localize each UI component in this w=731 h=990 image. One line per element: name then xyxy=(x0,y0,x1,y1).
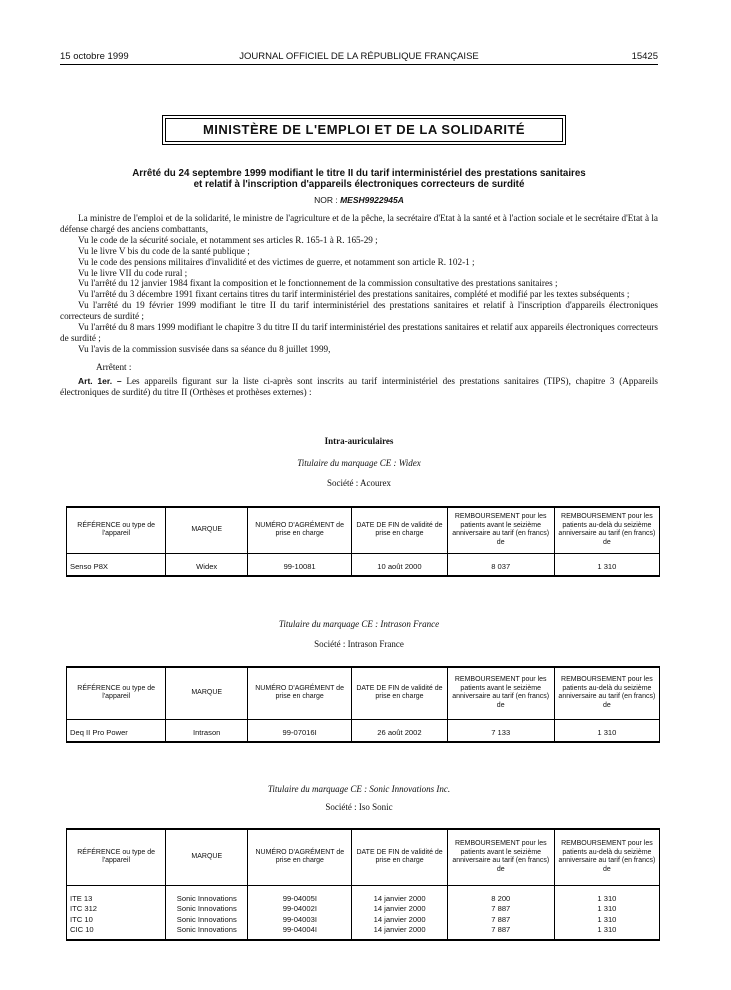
table-row xyxy=(67,894,660,905)
cell-numero: 99-04004I xyxy=(248,925,352,940)
column-header: REMBOURSEMENT pour les patients avant le seizième anniversaire au tarif (en francs) de xyxy=(447,667,554,719)
cell-numero: 99-04003I xyxy=(248,915,352,926)
cell-remboursement-avant: 7 887 xyxy=(447,915,554,926)
decree-title-line-2: et relatif à l'inscription d'appareils électroniques correcteurs de surdité xyxy=(193,179,525,190)
column-header: REMBOURSEMENT pour les patients au-delà du seizième anniversaire au tarif (en francs) de xyxy=(554,667,659,719)
column-header: DATE DE FIN de validité de prise en charge xyxy=(352,507,447,553)
titulaire-label: Titulaire du marquage CE : Intrason France xyxy=(278,619,440,629)
cell-marque: Widex xyxy=(166,562,248,577)
appliance-table xyxy=(66,828,660,941)
cell-reference: ITC 312 xyxy=(67,904,166,915)
societe-label: Société : Intrason France xyxy=(314,639,404,649)
cell-reference: Senso P8X xyxy=(67,562,166,577)
column-header: DATE DE FIN de validité de prise en charge xyxy=(352,667,447,719)
header-journal-title: JOURNAL OFFICIEL DE LA RÉPUBLIQUE FRANÇAISE xyxy=(239,51,479,62)
cell-remboursement-avant: 7 133 xyxy=(447,728,554,743)
column-header: MARQUE xyxy=(166,667,248,719)
appliance-table xyxy=(66,666,660,743)
nor-code: MESH9922945A xyxy=(340,195,404,205)
cell-remboursement-apres: 1 310 xyxy=(554,925,659,940)
cell-date-fin: 26 août 2002 xyxy=(352,728,447,743)
appliance-table xyxy=(66,506,660,577)
column-header: RÉFÉRENCE ou type de l'appareil xyxy=(67,829,166,885)
column-header: RÉFÉRENCE ou type de l'appareil xyxy=(67,667,166,719)
cell-numero: 99-10081 xyxy=(248,562,352,577)
preamble-paragraph: La ministre de l'emploi et de la solidarité, le ministre de l'agriculture et de la pêche, la secrétaire d'Etat à la santé et à l'action sociale et le secrétaire d'Etat à la défense chargé des anciens combattants, xyxy=(60,213,658,234)
table-row xyxy=(67,904,660,915)
preamble-paragraph: Vu l'arrêté du 8 mars 1999 modifiant le chapitre 3 du titre II du tarif interministériel des prestations sanitaires et relatif aux appareils électroniques correcteurs de surdité ; xyxy=(60,322,658,343)
column-header: RÉFÉRENCE ou type de l'appareil xyxy=(67,507,166,553)
cell-remboursement-apres: 1 310 xyxy=(554,904,659,915)
titulaire-label: Titulaire du marquage CE : Widex xyxy=(297,458,421,468)
cell-reference: ITE 13 xyxy=(67,894,166,905)
cell-marque: Sonic Innovations xyxy=(166,904,248,915)
cell-numero: 99-04002I xyxy=(248,904,352,915)
cell-marque: Intrason xyxy=(166,728,248,743)
preamble-paragraph: Vu l'avis de la commission susvisée dans sa séance du 8 juillet 1999, xyxy=(78,343,331,354)
column-header: DATE DE FIN de validité de prise en charge xyxy=(352,829,447,885)
cell-remboursement-apres: 1 310 xyxy=(554,562,659,577)
cell-remboursement-avant: 8 200 xyxy=(447,894,554,905)
cell-reference: Deq II Pro Power xyxy=(67,728,166,743)
preamble-paragraph: Vu le code des pensions militaires d'invalidité et des victimes de guerre, et notamment son article R. 102-1 ; xyxy=(78,256,475,267)
table-row xyxy=(67,728,660,743)
article-1 xyxy=(60,376,658,398)
preamble-paragraph: Vu le livre VII du code rural ; xyxy=(78,267,188,278)
cell-remboursement-avant: 7 887 xyxy=(447,904,554,915)
cell-remboursement-avant: 8 037 xyxy=(447,562,554,577)
preamble-paragraph: Vu l'arrêté du 3 décembre 1991 fixant certains titres du tarif interministériel des prestations sanitaires, complété et modifié par les textes subséquents ; xyxy=(78,289,630,300)
page-header xyxy=(60,50,658,65)
preamble-paragraph: Vu l'arrêté du 19 février 1999 modifiant le titre II du tarif interministériel des prestations sanitaires et relatif à l'inscription d'appareils électroniques correcteurs de surdité ; xyxy=(60,300,658,322)
cell-marque: Sonic Innovations xyxy=(166,925,248,940)
column-header: REMBOURSEMENT pour les patients avant le seizième anniversaire au tarif (en francs) de xyxy=(447,507,554,553)
cell-remboursement-apres: 1 310 xyxy=(554,728,659,743)
cell-remboursement-apres: 1 310 xyxy=(554,915,659,926)
societe-label: Société : Iso Sonic xyxy=(325,802,393,812)
cell-remboursement-avant: 7 887 xyxy=(447,925,554,940)
arrete-label: Arrêtent : xyxy=(96,361,132,372)
column-header: NUMÉRO D'AGRÉMENT de prise en charge xyxy=(248,829,352,885)
preamble-paragraph: Vu le code de la sécurité sociale, et notamment ses articles R. 165-1 à R. 165-29 ; xyxy=(78,234,378,245)
preamble-paragraph: Vu l'arrêté du 12 janvier 1984 fixant la composition et le fonctionnement de la commission consultative des prestations sanitaires ; xyxy=(78,278,558,289)
cell-remboursement-apres: 1 310 xyxy=(554,894,659,905)
decree-body xyxy=(60,213,658,398)
header-page-number: 15425 xyxy=(631,51,658,62)
decree-title xyxy=(60,168,658,190)
cell-marque: Sonic Innovations xyxy=(166,894,248,905)
header-date: 15 octobre 1999 xyxy=(60,51,129,62)
cell-date-fin: 14 janvier 2000 xyxy=(352,904,447,915)
column-header: REMBOURSEMENT pour les patients au-delà du seizième anniversaire au tarif (en francs) de xyxy=(554,507,659,553)
column-header: MARQUE xyxy=(166,507,248,553)
column-header: MARQUE xyxy=(166,829,248,885)
cell-numero: 99-07016I xyxy=(248,728,352,743)
cell-marque: Sonic Innovations xyxy=(166,915,248,926)
column-header: NUMÉRO D'AGRÉMENT de prise en charge xyxy=(248,667,352,719)
column-header: REMBOURSEMENT pour les patients au-delà du seizième anniversaire au tarif (en francs) de xyxy=(554,829,659,885)
decree-title-line-1: Arrêté du 24 septembre 1999 modifiant le titre II du tarif interministériel des prestations sanitaires xyxy=(132,168,586,179)
cell-date-fin: 14 janvier 2000 xyxy=(352,925,447,940)
cell-reference: ITC 10 xyxy=(67,915,166,926)
societe-label: Société : Acourex xyxy=(327,478,391,488)
preamble-paragraph: Vu le livre V bis du code de la santé publique ; xyxy=(78,245,250,256)
table-row xyxy=(67,562,660,577)
section-heading: Intra-auriculaires xyxy=(324,436,394,446)
column-header: NUMÉRO D'AGRÉMENT de prise en charge xyxy=(248,507,352,553)
ministry-banner: MINISTÈRE DE L'EMPLOI ET DE LA SOLIDARITÉ xyxy=(165,118,563,142)
nor-label: NOR : xyxy=(314,195,338,205)
cell-numero: 99-04005I xyxy=(248,894,352,905)
table-row xyxy=(67,925,660,940)
nor-reference xyxy=(60,195,658,205)
cell-reference: CIC 10 xyxy=(67,925,166,940)
article-1-text: Les appareils figurant sur la liste ci-après sont inscrits au tarif interministériel des prestations sanitaires (TIPS), chapitre 3 (Appareils électroniques de surdité) du titre II (Orthèses et prothèses externes) : xyxy=(60,375,659,397)
titulaire-label: Titulaire du marquage CE : Sonic Innovations Inc. xyxy=(267,784,451,794)
column-header: REMBOURSEMENT pour les patients avant le seizième anniversaire au tarif (en francs) de xyxy=(447,829,554,885)
table-row xyxy=(67,915,660,926)
cell-date-fin: 14 janvier 2000 xyxy=(352,915,447,926)
cell-date-fin: 14 janvier 2000 xyxy=(352,894,447,905)
article-1-label: Art. 1er. – xyxy=(78,375,122,386)
cell-date-fin: 10 août 2000 xyxy=(352,562,447,577)
